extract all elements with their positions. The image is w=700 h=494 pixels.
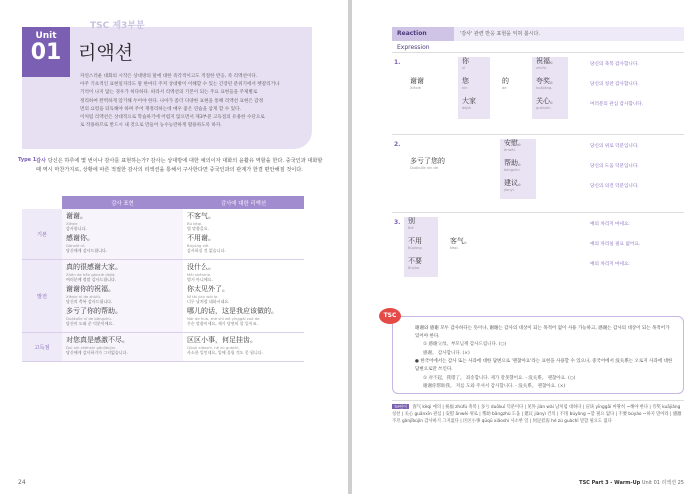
translation: 예의 차리지 마세요. xyxy=(590,222,630,227)
tip-example: 感谢。 감사합니다. (×) xyxy=(423,350,470,356)
pinyin-text: Méi shénme. xyxy=(187,272,212,277)
pattern-section-3 xyxy=(392,212,684,284)
type-label: Type 1 xyxy=(18,157,37,163)
korean-text: 너무 남처럼 대하시네요. xyxy=(187,299,230,304)
type-description xyxy=(36,157,326,175)
intro-line: 기억이 나지 않는 경우가 허다하다. 따라서 리액션의 기본이 되는 주요 표현들을 주제별로 xyxy=(80,90,258,96)
thanks-expression-cell xyxy=(62,209,183,260)
pinyin-text: Nǐ tài jiàn wài le. xyxy=(187,294,219,299)
reaction-tab xyxy=(392,27,454,51)
korean-text: 감사합니다. xyxy=(66,226,87,231)
chinese-text: 感谢你。 xyxy=(66,234,94,242)
pattern-option: 不要 Búyào xyxy=(408,257,422,270)
korean-text: 별거 아니에요. xyxy=(187,277,213,282)
korean-text: 여러분께 정말 감사드립니다. xyxy=(66,277,117,282)
pattern-option: 大家 dàjiā xyxy=(462,97,476,110)
pattern-option: 安慰。 ānwèi. xyxy=(504,139,525,152)
page-footer xyxy=(579,479,684,486)
translation: 당신의 의견 덕분입니다. xyxy=(590,184,639,189)
chinese-text: 你太见外了。 xyxy=(187,285,229,293)
korean-text: 당신이 도와 준 덕분이에요. xyxy=(66,321,114,326)
vocab-tag: TIP단어 xyxy=(394,404,408,409)
reaction-cell xyxy=(183,333,304,362)
chinese-text: 区区小事，何足挂齿。 xyxy=(187,336,257,344)
pattern-option: 别 Bié xyxy=(408,217,415,230)
translation: 예의 차리지 마세요. xyxy=(590,262,630,267)
korean-text: 당신에게 감사하기가 그지없습니다. xyxy=(66,350,128,355)
chinese-text: 多亏了你的帮助。 xyxy=(66,307,122,315)
chinese-text: 对您真是感激不尽。 xyxy=(66,336,129,344)
tip-badge: TSC xyxy=(379,308,401,324)
unit-title: 리액션 xyxy=(78,42,134,64)
chinese-text: 谢谢。 xyxy=(66,212,87,220)
intro-line: 로 작용하므로 반드시 내 것으로 만들어 능수능란하게 활용하도록 하자. xyxy=(80,123,222,129)
page-number: 24 xyxy=(18,479,26,486)
intro-line: 면의 요령을 터득해야 하며 주어 재정리하는데 매우 좋은 연습을 삼게 할 수 있다. xyxy=(80,106,241,112)
chinese-text: 没什么。 xyxy=(187,263,215,271)
pinyin-text: Gǎnxiè nǐ. xyxy=(66,243,86,248)
tip-box xyxy=(392,316,684,394)
table-corner xyxy=(22,196,62,209)
translation: 당신의 칭찬 감사합니다. xyxy=(590,82,639,87)
pinyin-text: Búyòng xiè. xyxy=(187,243,210,248)
korean-text: 사소한 일인데요, 입에 올릴 것도 못 됩니다. xyxy=(187,350,263,355)
type-keyword: 감사 xyxy=(36,158,47,164)
chinese-text: 谢谢你的祝福。 xyxy=(66,285,115,293)
intro-line: 자연스러운 대화의 시작은 상대방의 말에 대한 즉각적이고도 적절한 반응, 즉 리액션이다. xyxy=(80,74,258,79)
pinyin-text: Bú kèqi. xyxy=(187,221,203,226)
vocab-text: 客气 kèqi 예의 | 祝福 zhùfú 축복 | 多亏 duōkuī 덕분이다 | 见外 jiàn wài 남처럼 대하다 | 应该 yīnggāi 마땅히 ~해야 한다 | 夸奖 kuājiǎng 칭찬 | 关心 guānxīn 관심 | 安慰 ānwèi 위로 | 帮助 bāngzhù 도움 | 建议 jiànyì 건의 | 不用 búyòng ~할 필요 없다 | 不要 búyào ~하지 말아라 | 感激不尽 gǎnjībújìn 감사하기 그지없다 | 区区小事 qūqū xiǎoshì 사소한 일 | 何足挂齿 hé zú guàchǐ 말할 필요도 없다 xyxy=(392,405,682,424)
table-row xyxy=(22,260,304,333)
tab-bold: Reaction xyxy=(397,30,427,37)
reaction-cell xyxy=(183,260,304,333)
pattern-option: 建议。 jiànyì. xyxy=(504,179,525,192)
chinese-text: 真的很感谢大家。 xyxy=(66,263,122,271)
reaction-cell xyxy=(183,209,304,260)
pattern-section-1 xyxy=(392,52,684,132)
type-body: 당신은 하루에 몇 번이나 감사를 표현하는가? 감사는 상대방에 대한 예의이자 대화의 윤활유 역할을 한다. 중국인과 대화할 때 역시 마찬가지로, 상황에 따른 적절한 감사의 리액션을 통해서 구사한다면 중국인과의 관계가 한결 편안해질 것이다. xyxy=(36,158,323,173)
pinyin-text: Xièxie xyxy=(66,221,78,226)
footer-unit: Unit 01 리액션 xyxy=(641,480,677,486)
pattern-option: 祝福。 zhùfú. xyxy=(536,57,557,70)
unit-number: 01 xyxy=(30,40,62,65)
pattern-option: 帮助。 bāngzhù. xyxy=(504,159,525,172)
tip-example: 谢谢你帮助我。 저를 도와 주셔서 감사합니다. - 没关系。 괜찮아요. (×) xyxy=(423,384,566,390)
translation: 당신의 축복 감사합니다. xyxy=(590,62,639,67)
translation: 여러분의 관심 감사합니다. xyxy=(590,102,644,107)
thanks-expression-cell xyxy=(62,333,183,362)
pattern-option: 不用 Búyòng xyxy=(408,237,422,250)
tip-example: ① 对不起，我错了。 죄송합니다. 제가 잘못했어요. - 没关系。 괜찮아요. (○) xyxy=(423,375,576,381)
pattern-option: 您 nín xyxy=(462,77,469,90)
tip-example: ① 感谢父母。부모님께 감사드립니다. (○) xyxy=(423,342,507,348)
korean-text: 별 말씀을요. xyxy=(187,226,209,231)
thanks-expression-cell xyxy=(62,260,183,333)
table-row xyxy=(22,209,304,260)
tip-paragraph: ● 한국어에서는 감사 또는 사과에 대한 답변으로 '괜찮아요'라는 표현을 사용할 수 있으나, 중국어에서 没关系는 오로지 사과에 대한 답변으로만 쓰인다. xyxy=(415,359,673,372)
section-number: 1. xyxy=(394,59,401,66)
series-label: TSC 제3부분 xyxy=(90,21,145,31)
pattern-particle: 的 de xyxy=(502,77,509,90)
expression-table xyxy=(22,196,304,362)
table-header: 감사에 대한 리액션 xyxy=(183,196,304,209)
chinese-text: 不用谢。 xyxy=(187,234,215,242)
intro-line: 이처럼 리액션은 상대적으로 학습하기에 어렵지 않으면서 제3부분 고득점의 유용한 수단으로 xyxy=(80,115,265,121)
translation: 예의 차리실 필요 없어요. xyxy=(590,242,641,247)
pinyin-text: Xièxie nǐ de zhùfú. xyxy=(66,294,102,299)
pinyin-text: Qūqū xiǎoshì, hé zú guàchǐ. xyxy=(187,345,240,350)
section-number: 3. xyxy=(394,219,401,226)
table-header: 감사 표현 xyxy=(62,196,183,209)
pattern-subject: 谢谢 Xièxie xyxy=(410,77,424,90)
unit-label: Unit xyxy=(35,31,57,41)
translation: 당신의 위로 덕분입니다. xyxy=(590,144,639,149)
vocabulary-list xyxy=(392,400,684,425)
left-page xyxy=(0,0,348,494)
right-page xyxy=(352,0,700,494)
korean-text: 당신에게 감사드립니다. xyxy=(66,248,108,253)
korean-text: 무슨 말씀이세요, 제가 당연히 할 일이죠. xyxy=(187,321,258,326)
row-category: 고득점 xyxy=(22,333,62,362)
unit-intro xyxy=(80,73,305,130)
pattern-subject: 多亏了您的 Duōkuīle nín de xyxy=(410,157,445,170)
pattern-section-2 xyxy=(392,134,684,206)
translation: 당신의 도움 덕분입니다. xyxy=(590,164,639,169)
intro-line: 정리하여 완벽하게 암기해 두어야 한다. 나아가 좀더 다양한 표현을 통해 리액션 표현은 감정 xyxy=(80,98,264,104)
pinyin-text: Zhēn de hěn gǎnxiè dàjiā. xyxy=(66,272,116,277)
tab-rest: Expression xyxy=(397,44,430,51)
page-number: 25 xyxy=(677,480,684,486)
korean-text: 당신의 축복 감사드립니다. xyxy=(66,299,113,304)
pattern-option: 夸奖。 kuājiǎng. xyxy=(536,77,557,90)
tip-paragraph: 谢谢와 感谢 모두 감사하다는 뜻이나, 谢谢는 감사의 대상이 되는 목적어 없이 사용 가능하고, 感谢는 감사의 대상이 되는 목적어가 있어야 한다. xyxy=(415,326,670,339)
row-category: 기본 xyxy=(22,209,62,260)
table-body xyxy=(22,209,304,362)
unit-badge xyxy=(22,27,70,77)
chinese-text: 哪儿的话，这是我应该做的。 xyxy=(187,307,278,315)
instruction: '감사' 관련 반응 표현을 익혀 봅시다. xyxy=(460,31,540,37)
korean-text: 감사하실 것 없습니다. xyxy=(187,248,226,253)
chinese-text: 不客气。 xyxy=(187,212,215,220)
footer-part: TSC Part 3 - Warm-Up xyxy=(579,480,641,486)
pattern-option: 你 nǐ xyxy=(462,57,469,70)
pinyin-text: Duōkuīle nǐ de bāngzhù. xyxy=(66,316,112,321)
section-number: 2. xyxy=(394,141,401,148)
pattern-object: 客气。 kèqi. xyxy=(450,237,471,250)
pattern-option: 关心。 guānxīn. xyxy=(536,97,557,110)
pinyin-text: Nǎr de huà, zhè shì wǒ yīnggāi zuò de. xyxy=(187,316,261,321)
pinyin-text: Duì nín zhēnshi gǎnjībújìn. xyxy=(66,345,117,350)
intro-line: 아주 기초적인 표현일지라도 말 한마디 주저 상대방이 이해할 수 있는 긴장된 분위기에서 헷갈리거나 xyxy=(80,82,280,88)
table-row xyxy=(22,333,304,362)
row-category: 발전 xyxy=(22,260,62,333)
